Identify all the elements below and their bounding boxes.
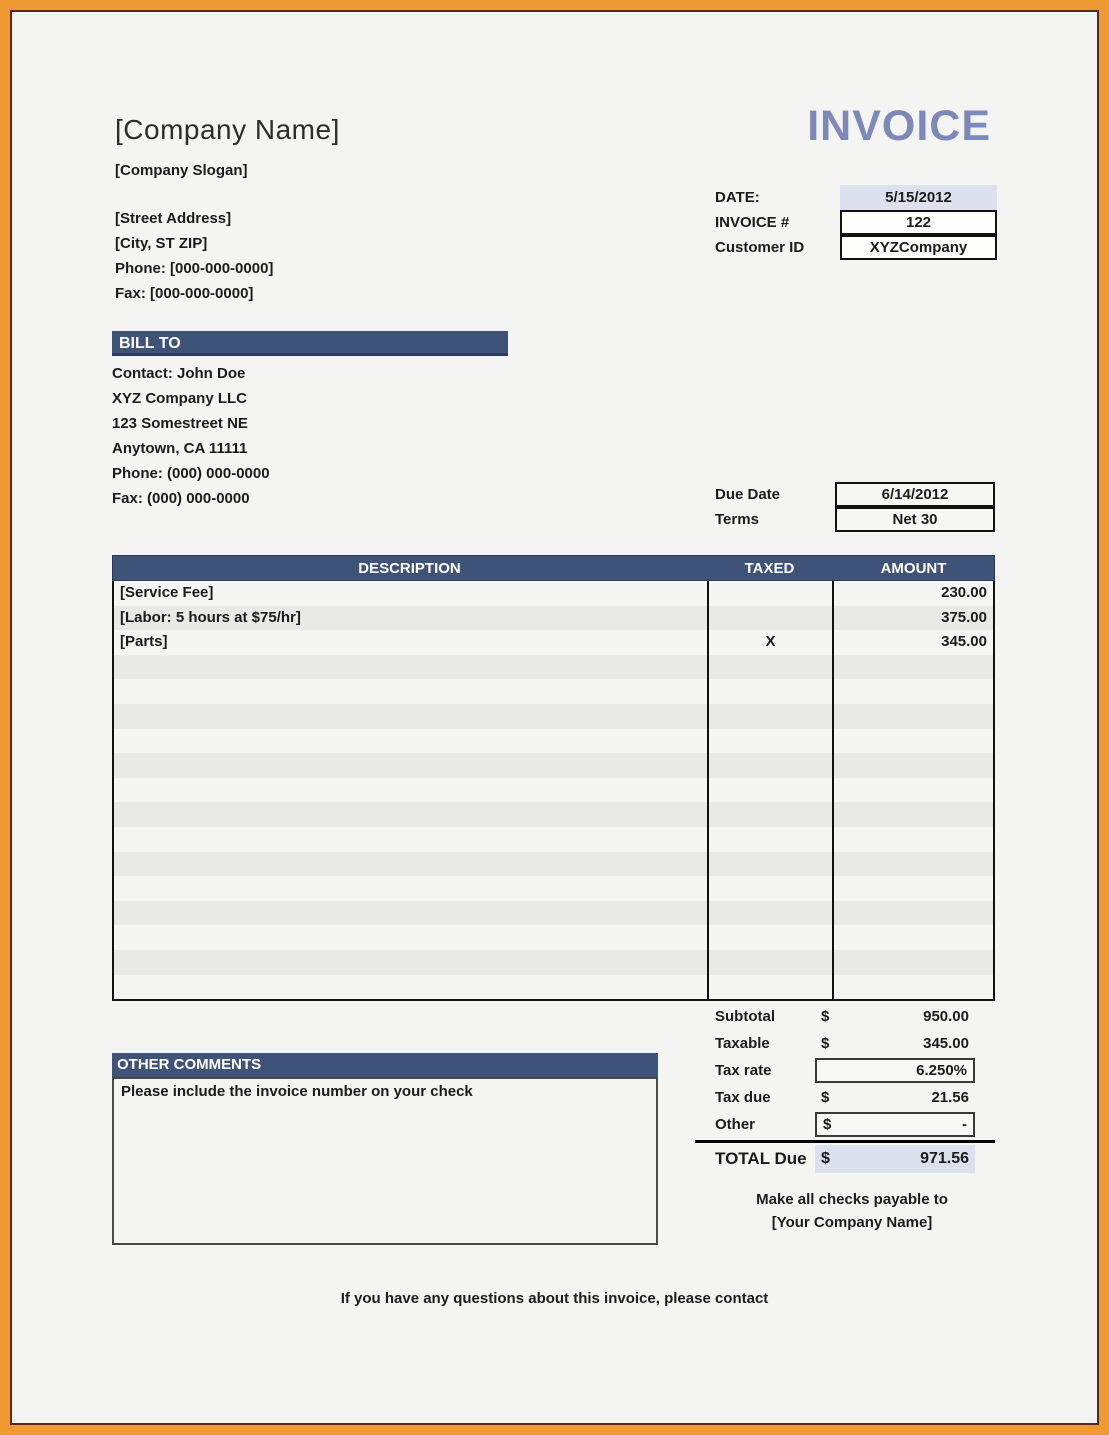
customer-id-row bbox=[715, 235, 1000, 260]
empty-item-row bbox=[114, 655, 993, 680]
checks-payable-note bbox=[672, 1188, 1032, 1234]
item-amount-cell bbox=[834, 876, 993, 901]
totals-row-value[interactable] bbox=[815, 1058, 975, 1083]
item-amount-cell bbox=[834, 975, 993, 1000]
items-table bbox=[112, 555, 995, 1001]
empty-item-row bbox=[114, 778, 993, 803]
date-value-field[interactable]: 5/15/2012 bbox=[840, 185, 997, 210]
total-due-value bbox=[815, 1145, 975, 1173]
item-description-cell bbox=[114, 925, 707, 950]
item-taxed-cell bbox=[707, 925, 834, 950]
item-taxed-cell bbox=[707, 901, 834, 926]
due-date-row bbox=[715, 482, 1000, 507]
due-terms-block bbox=[715, 482, 1000, 532]
date-label: DATE: bbox=[715, 189, 760, 206]
bill-to-header: BILL TO bbox=[112, 331, 508, 356]
totals-row-value bbox=[815, 1085, 975, 1110]
totals-row-currency: $ bbox=[821, 1035, 830, 1052]
item-description-cell bbox=[114, 802, 707, 827]
item-taxed-cell bbox=[707, 827, 834, 852]
item-description-cell bbox=[114, 704, 707, 729]
customer-id-field[interactable]: XYZCompany bbox=[840, 235, 997, 260]
item-row bbox=[114, 630, 993, 655]
invoice-number-label: INVOICE # bbox=[715, 214, 790, 231]
item-description-cell bbox=[114, 827, 707, 852]
item-taxed-cell bbox=[707, 975, 834, 1000]
comments-section bbox=[112, 1053, 658, 1245]
item-taxed-cell bbox=[707, 729, 834, 754]
item-description-cell bbox=[114, 975, 707, 1000]
item-row bbox=[114, 581, 993, 606]
company-address bbox=[115, 206, 273, 306]
totals-row-label: Tax rate bbox=[715, 1062, 772, 1079]
item-taxed-cell bbox=[707, 778, 834, 803]
totals-row-amount: 6.250% bbox=[916, 1062, 967, 1079]
item-taxed-cell bbox=[707, 606, 834, 631]
item-description-cell bbox=[114, 655, 707, 680]
item-description-cell bbox=[114, 950, 707, 975]
item-taxed-cell bbox=[707, 852, 834, 877]
item-taxed-cell bbox=[707, 876, 834, 901]
bill-to-lines bbox=[112, 361, 508, 511]
item-description-cell bbox=[114, 753, 707, 778]
item-description-cell: [Service Fee] bbox=[120, 584, 214, 601]
items-table-header bbox=[112, 555, 995, 581]
totals-row-amount: 950.00 bbox=[923, 1008, 969, 1025]
invoice-number-field[interactable]: 122 bbox=[840, 210, 997, 235]
item-taxed-cell bbox=[707, 655, 834, 680]
totals-row-label: Other bbox=[715, 1116, 756, 1133]
item-taxed-cell bbox=[707, 802, 834, 827]
item-amount-cell bbox=[834, 950, 993, 975]
totals-row-value bbox=[815, 1004, 975, 1029]
item-description-cell bbox=[114, 729, 707, 754]
date-row bbox=[715, 185, 1000, 210]
empty-item-row bbox=[114, 950, 993, 975]
bill-to-line: Fax: (000) 000-0000 bbox=[112, 490, 250, 507]
empty-item-row bbox=[114, 975, 993, 1000]
due-date-field[interactable]: 6/14/2012 bbox=[835, 482, 995, 507]
totals-rows bbox=[695, 1003, 995, 1138]
totals-row-label: Subtotal bbox=[715, 1008, 775, 1025]
total-due-amount: 971.56 bbox=[920, 1150, 969, 1167]
item-row bbox=[114, 606, 993, 631]
totals-row-label: Taxable bbox=[715, 1035, 770, 1052]
item-description-cell bbox=[114, 876, 707, 901]
empty-item-row bbox=[114, 852, 993, 877]
invoice-meta bbox=[715, 185, 1000, 260]
totals-row-amount: 345.00 bbox=[923, 1035, 969, 1052]
bill-to-section bbox=[112, 331, 508, 511]
empty-item-row bbox=[114, 704, 993, 729]
terms-label: Terms bbox=[715, 511, 759, 528]
item-amount-cell bbox=[834, 802, 993, 827]
item-amount-cell bbox=[834, 679, 993, 704]
total-due-label: TOTAL Due bbox=[715, 1149, 807, 1168]
totals-row bbox=[695, 1057, 995, 1084]
item-amount-cell bbox=[834, 753, 993, 778]
empty-item-row bbox=[114, 876, 993, 901]
totals-row-value bbox=[815, 1031, 975, 1056]
item-amount-cell: 230.00 bbox=[941, 584, 987, 601]
item-amount-cell: 375.00 bbox=[941, 608, 987, 626]
item-taxed-cell bbox=[707, 704, 834, 729]
totals-row-currency: $ bbox=[821, 1008, 830, 1025]
checks-payable-line2: [Your Company Name] bbox=[771, 1214, 933, 1231]
bill-to-line: 123 Somestreet NE bbox=[112, 415, 248, 432]
item-taxed-cell bbox=[707, 679, 834, 704]
totals-row-value[interactable] bbox=[815, 1112, 975, 1137]
total-due-row bbox=[695, 1144, 995, 1174]
bill-to-line: Phone: (000) 000-0000 bbox=[112, 465, 270, 482]
item-description-cell bbox=[114, 679, 707, 704]
item-amount-cell bbox=[834, 704, 993, 729]
empty-item-row bbox=[114, 729, 993, 754]
empty-item-row bbox=[114, 925, 993, 950]
bill-to-line: Anytown, CA 11111 bbox=[112, 440, 248, 457]
bill-to-line: XYZ Company LLC bbox=[112, 390, 248, 407]
comments-header: OTHER COMMENTS bbox=[112, 1053, 658, 1077]
company-fax: Fax: [000-000-0000] bbox=[115, 285, 254, 302]
terms-row bbox=[715, 507, 1000, 532]
company-city: [City, ST ZIP] bbox=[115, 235, 208, 252]
totals-row-amount: 21.56 bbox=[931, 1089, 969, 1106]
item-description-cell: [Parts] bbox=[120, 633, 168, 651]
totals-row bbox=[695, 1111, 995, 1138]
invoice-number-row bbox=[715, 210, 1000, 235]
empty-item-row bbox=[114, 753, 993, 778]
company-street: [Street Address] bbox=[115, 210, 232, 227]
empty-item-row bbox=[114, 901, 993, 926]
checks-payable-line1: Make all checks payable to bbox=[756, 1191, 948, 1208]
item-amount-cell bbox=[834, 778, 993, 803]
empty-item-row bbox=[114, 827, 993, 852]
footer-contact-note: If you have any questions about this invoice, please contact bbox=[340, 1290, 769, 1307]
invoice-page bbox=[10, 10, 1099, 1425]
total-due-currency: $ bbox=[821, 1150, 830, 1167]
bill-to-line: Contact: John Doe bbox=[112, 365, 246, 382]
item-description-cell bbox=[114, 778, 707, 803]
empty-item-row bbox=[114, 679, 993, 704]
terms-field[interactable]: Net 30 bbox=[835, 507, 995, 532]
item-amount-cell bbox=[834, 925, 993, 950]
company-phone: Phone: [000-000-0000] bbox=[115, 260, 274, 277]
item-amount-cell: 345.00 bbox=[941, 633, 987, 651]
totals-row-label: Tax due bbox=[715, 1089, 771, 1106]
totals-row-amount: - bbox=[962, 1116, 967, 1133]
items-table-body bbox=[112, 581, 995, 1001]
item-amount-cell bbox=[834, 655, 993, 680]
totals-section bbox=[695, 1003, 995, 1174]
item-description-cell: [Labor: 5 hours at $75/hr] bbox=[120, 608, 301, 626]
company-slogan: [Company Slogan] bbox=[115, 162, 248, 179]
empty-item-row bbox=[114, 802, 993, 827]
item-taxed-cell bbox=[707, 950, 834, 975]
item-amount-cell bbox=[834, 852, 993, 877]
totals-divider bbox=[695, 1140, 995, 1143]
item-taxed-cell bbox=[707, 581, 834, 606]
amount-column-header: AMOUNT bbox=[880, 559, 947, 577]
totals-row bbox=[695, 1030, 995, 1057]
taxed-column-header: TAXED bbox=[744, 559, 795, 577]
item-description-cell bbox=[114, 901, 707, 926]
item-description-cell bbox=[114, 852, 707, 877]
totals-row bbox=[695, 1084, 995, 1111]
item-amount-cell bbox=[834, 827, 993, 852]
comments-body-field[interactable]: Please include the invoice number on your check bbox=[112, 1077, 658, 1245]
item-taxed-cell bbox=[707, 753, 834, 778]
customer-id-label: Customer ID bbox=[715, 239, 805, 256]
item-amount-cell bbox=[834, 901, 993, 926]
totals-row bbox=[695, 1003, 995, 1030]
company-name: [Company Name] bbox=[115, 114, 340, 145]
due-date-label: Due Date bbox=[715, 486, 781, 503]
description-column-header: DESCRIPTION bbox=[358, 559, 461, 577]
totals-row-currency: $ bbox=[823, 1116, 832, 1133]
totals-row-currency: $ bbox=[821, 1089, 830, 1106]
item-amount-cell bbox=[834, 729, 993, 754]
invoice-title: INVOICE bbox=[807, 102, 991, 150]
item-taxed-cell: X bbox=[707, 630, 834, 655]
